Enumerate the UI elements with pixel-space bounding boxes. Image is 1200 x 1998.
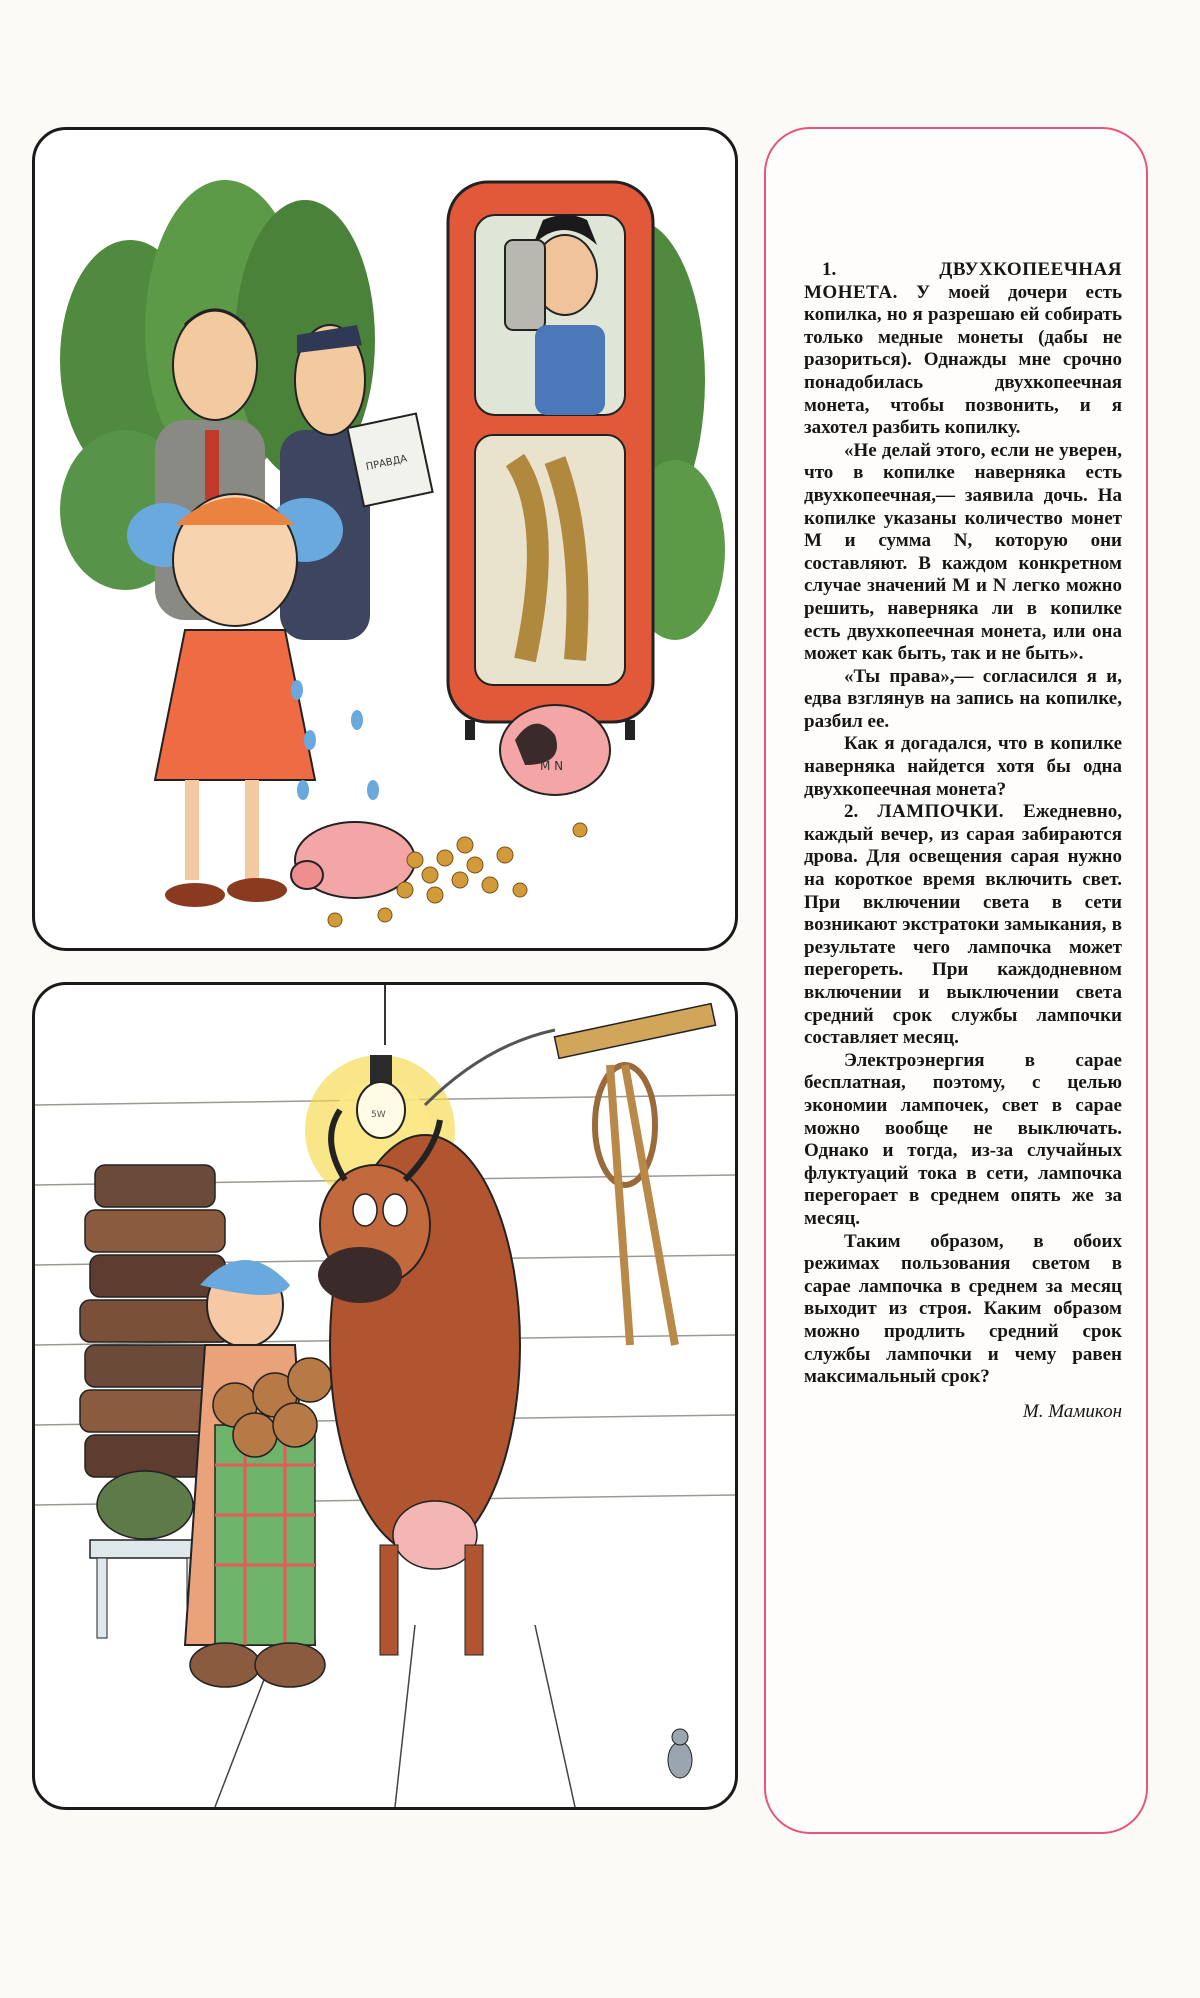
puzzle-2-paragraph: Электроэнергия в сарае бесплатная, поэтому, с целью экономии лампочек, свет в сарае можно вообще не выключать. Однако и тогда, из-за случайных флуктуаций тока в сети, лампочка перегорает в среднем опять же за месяц. [804, 1049, 1122, 1229]
author-signature: М. Мамикон [1022, 1400, 1122, 1422]
illustration-coin [35, 130, 735, 948]
puzzles-text [804, 259, 1122, 1423]
puzzle-1-paragraph: «Ты права»,— согласился я и, едва взглянув на запись на копилке, разбил ее. [804, 665, 1122, 732]
illustration-lamp [35, 985, 735, 1807]
puzzle-1-intro [804, 259, 1122, 440]
puzzle-1-paragraph: У моей дочери есть копилка, но я разрешаю ей собирать только медные монеты (дабы не разориться). Однажды мне срочно понадобилась двухкопеечная монета, чтобы позвонить, и я захотел разбить копилку. [804, 281, 1123, 439]
illustration-coin-frame [32, 127, 738, 951]
bulb-label: 5W [371, 1110, 386, 1120]
puzzle-1-title: ДВУХКОПЕЕЧНАЯ МОНЕТА. [804, 259, 1122, 303]
puzzle-2-question: Таким образом, в обоих режимах пользования светом в сарае лампочка в среднем за месяц выходит из строя. Каким образом можно продлить средний срок службы лампочки и чему равен максимальный срок? [804, 1230, 1122, 1388]
mouse [668, 1729, 692, 1778]
broken-piggy-bank [291, 705, 610, 927]
puzzle-1-number: 1. [822, 259, 837, 280]
cow [318, 1110, 520, 1655]
newspaper [347, 414, 432, 507]
puzzle-1-paragraph: «Не делай этого, если не уверен, что в копилке наверняка есть двухкопеечная,— заявила дочь. На копилке указаны количество монет M и сумма N, которую они составляют. В каждом конкретном случае значений M и N легко можно решить, наверняка ли в копилке есть двухкопеечная монета, или она может как быть, так и не быть». [804, 439, 1122, 665]
puzzles-text-box [764, 127, 1148, 1834]
illustration-lamp-frame [32, 982, 738, 1810]
piggy-label: M N [540, 759, 564, 773]
puzzle-1-question: Как я догадался, что в копилке наверняка найдется хотя бы одна двухкопеечная монета? [804, 733, 1122, 800]
puzzle-2-paragraph: Ежедневно, каждый вечер, из сарая забираются дрова. Для освещения сарая нужно на короткое время включить свет. При включении света в сети возникают экстратоки замыкания, в результате чего лампочка может перегореть. При каждодневном включении и выключении света средний срок службы лампочки составляет месяц. [804, 801, 1122, 1049]
puzzle-2-title: ЛАМПОЧКИ. [877, 801, 1005, 823]
man-with-newspaper [280, 325, 433, 640]
puzzle-2-intro [804, 801, 1122, 1050]
telephone-booth [448, 182, 653, 740]
puzzle-2-number: 2. [844, 801, 859, 823]
newspaper-headline: ПРАВДА [364, 453, 409, 474]
